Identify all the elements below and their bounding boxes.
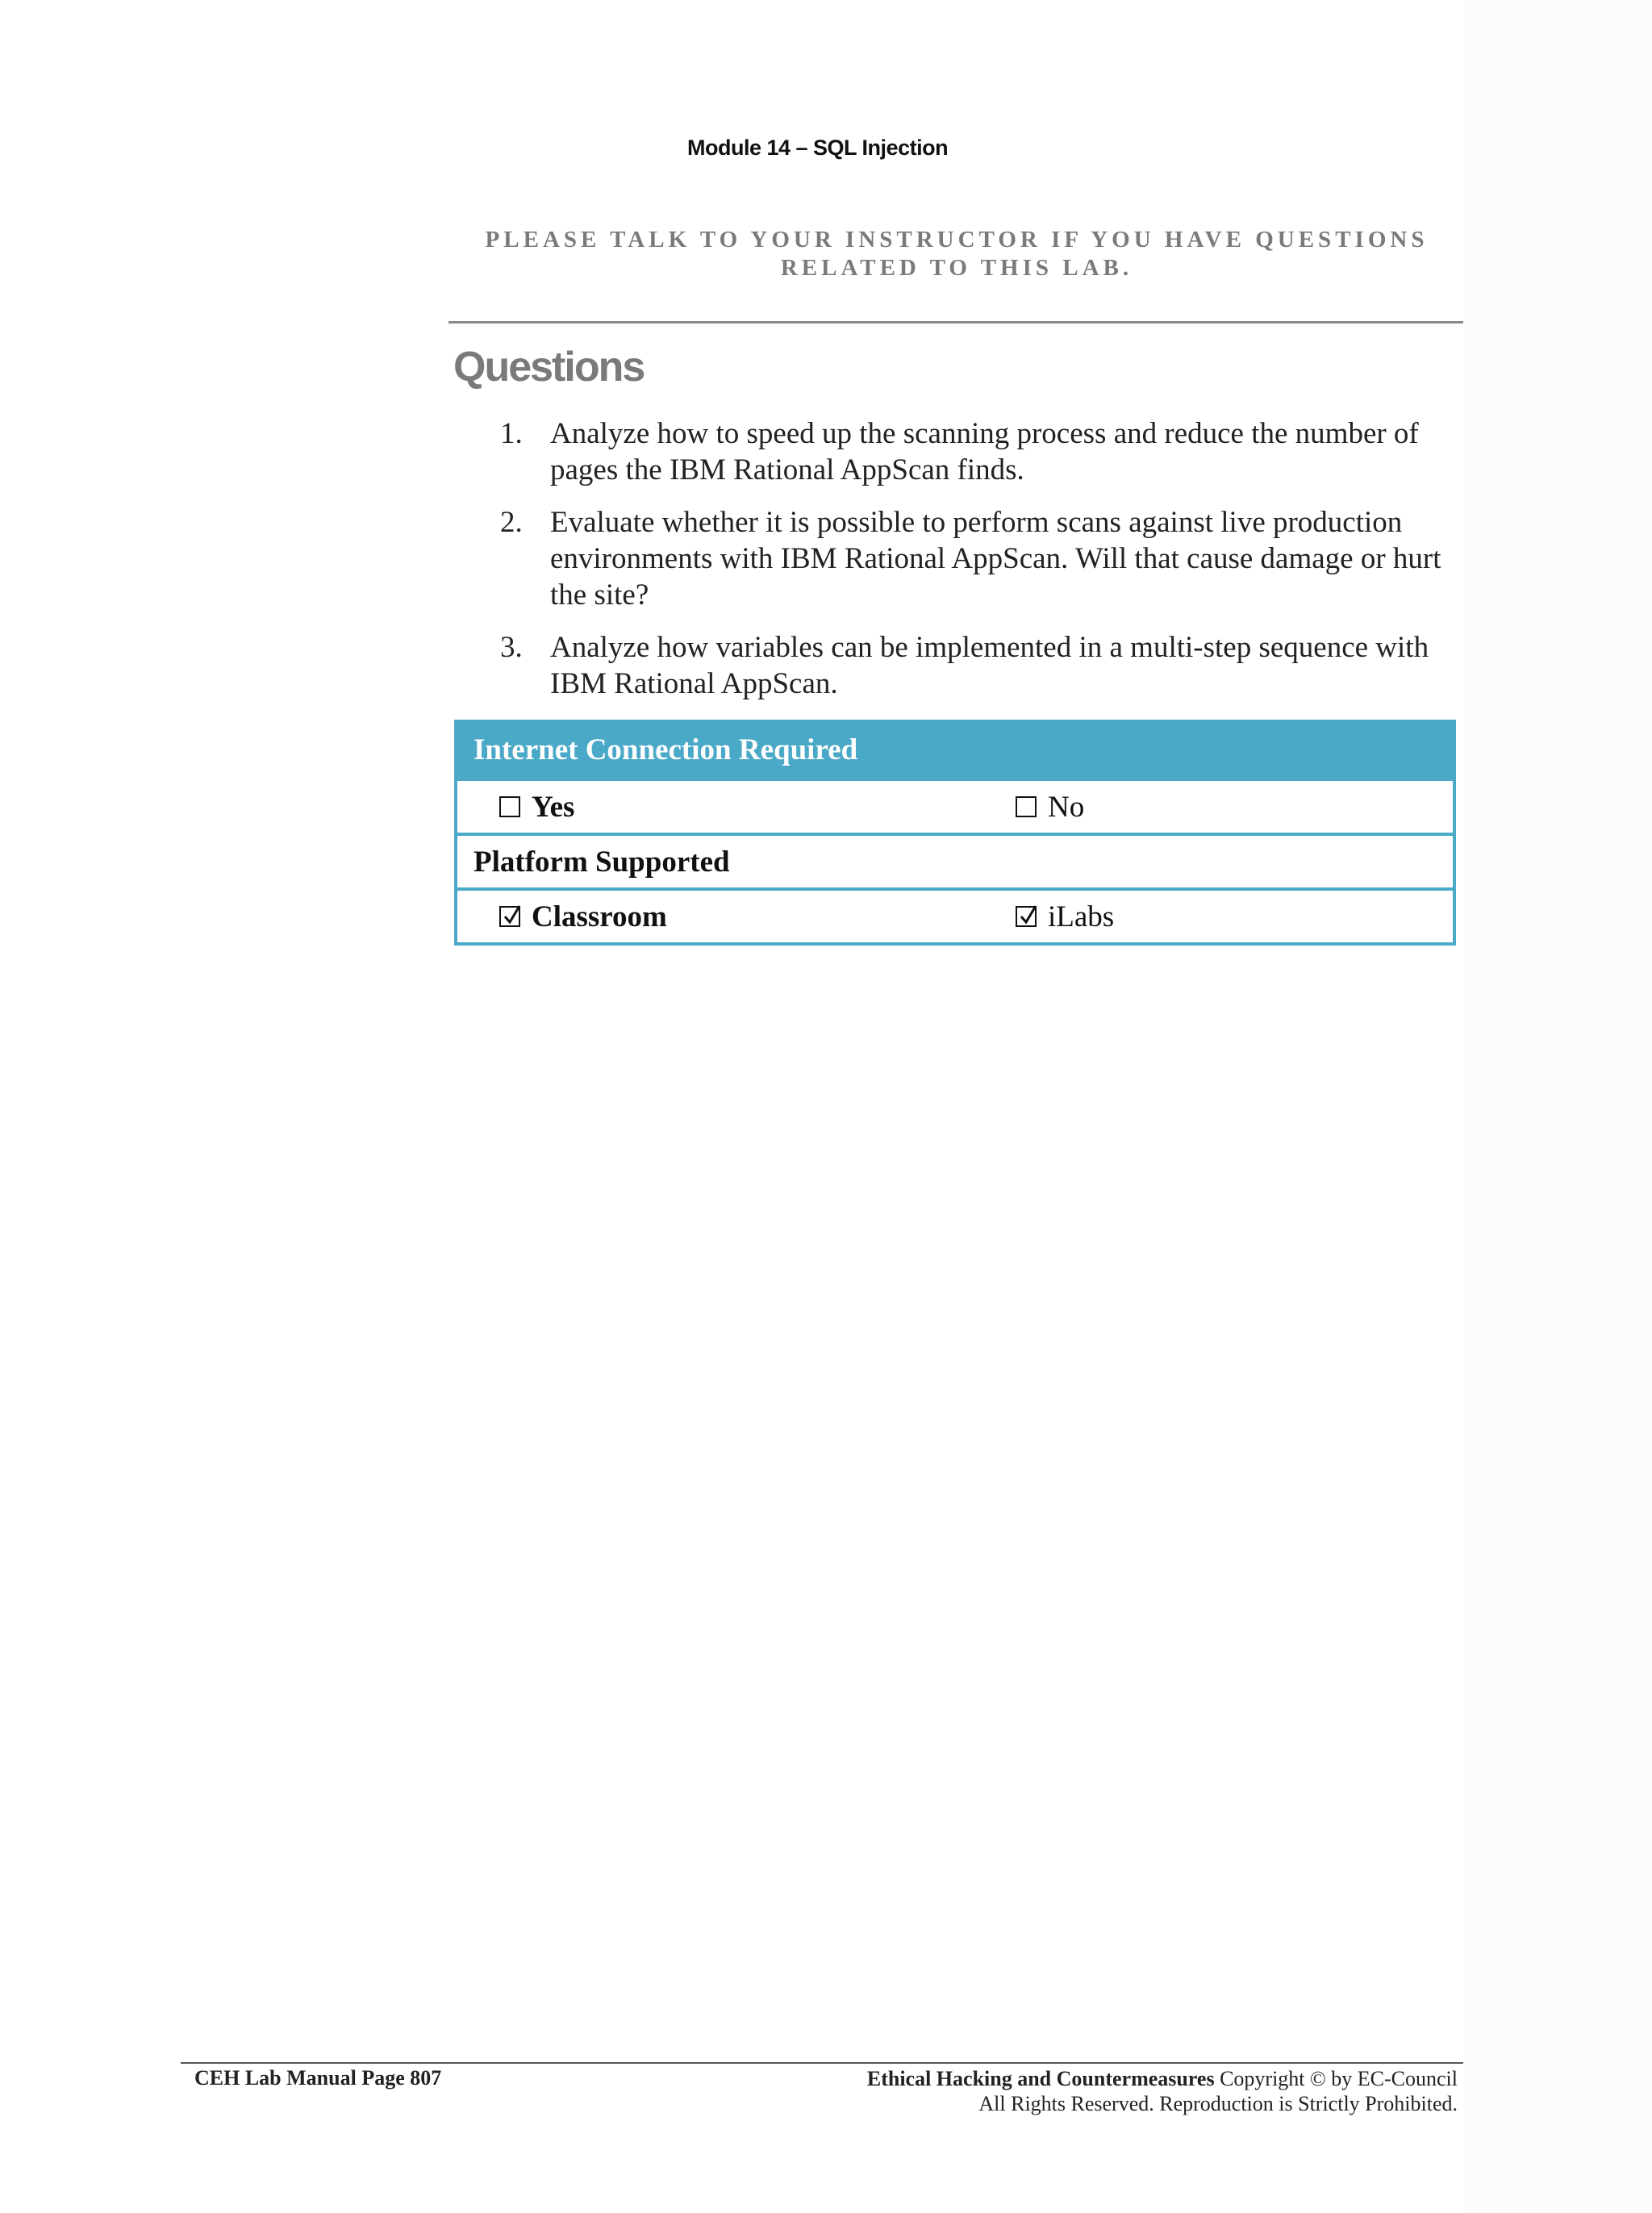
platform-options-row — [457, 887, 1453, 942]
ilabs-label: iLabs — [1048, 900, 1115, 933]
ilabs-checkbox-checked-icon — [1016, 906, 1037, 927]
question-item-1 — [500, 415, 1444, 488]
platform-supported-heading: Platform Supported — [473, 845, 730, 879]
footer-copyright — [867, 2066, 1458, 2116]
question-list — [500, 415, 1444, 718]
questions-heading: Questions — [453, 344, 645, 390]
question-item-3 — [500, 629, 1444, 702]
question-number: 3. — [500, 631, 523, 664]
question-text: Analyze how variables can be implemented in a multi-step sequence with IBM Rational AppScan. — [550, 631, 1429, 700]
question-number: 2. — [500, 506, 523, 539]
checkmark-icon — [1018, 904, 1039, 927]
footer-page-label: CEH Lab Manual Page 807 — [194, 2066, 442, 2090]
classroom-checkbox-checked-icon — [499, 906, 520, 927]
yes-label: Yes — [532, 790, 575, 824]
checkmark-icon — [502, 904, 523, 927]
question-number: 1. — [500, 417, 523, 450]
page-margin-shade — [1464, 0, 1652, 2213]
footer-course-title: Ethical Hacking and Countermeasures — [866, 2067, 1215, 2090]
no-option — [1016, 790, 1453, 825]
no-label: No — [1048, 790, 1085, 824]
question-item-2 — [500, 504, 1444, 613]
yes-checkbox — [499, 796, 520, 817]
instructor-note — [448, 226, 1465, 282]
internet-connection-header: Internet Connection Required — [457, 723, 1453, 778]
internet-connection-row — [457, 778, 1453, 833]
requirements-table — [454, 720, 1456, 946]
no-checkbox — [1016, 796, 1037, 817]
ilabs-option — [1016, 900, 1453, 934]
question-text: Evaluate whether it is possible to perform scans against live production environments with IBM Rational AppScan. Will that cause damage or hurt the site? — [550, 506, 1441, 612]
section-divider — [448, 321, 1463, 324]
footer-copyright-text: Copyright © by EC-Council — [1214, 2067, 1458, 2090]
module-header: Module 14 – SQL Injection — [687, 136, 949, 160]
footer-rights-line: All Rights Reserved. Reproduction is Strictly Prohibited. — [978, 2092, 1458, 2115]
classroom-option — [457, 900, 1016, 934]
instructor-note-line-2: RELATED TO THIS LAB. — [780, 255, 1133, 281]
question-text: Analyze how to speed up the scanning process and reduce the number of pages the IBM Rational AppScan finds. — [550, 417, 1419, 486]
footer-copyright-line-1 — [867, 2066, 1458, 2091]
yes-option — [457, 790, 1016, 825]
instructor-note-line-1: PLEASE TALK TO YOUR INSTRUCTOR IF YOU HAVE QUESTIONS — [485, 227, 1429, 253]
platform-supported-row — [457, 833, 1453, 887]
classroom-label: Classroom — [532, 900, 667, 933]
footer-divider — [181, 2062, 1463, 2064]
